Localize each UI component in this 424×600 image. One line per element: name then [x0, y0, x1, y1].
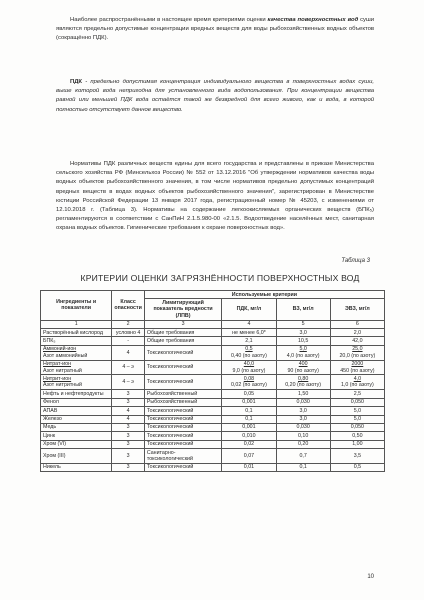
cell-pdk — [222, 329, 276, 337]
cell-hazard-class-value: - — [127, 337, 129, 344]
table-row — [41, 407, 385, 415]
cell-ingredient-value: Хром (VI) — [43, 441, 67, 448]
cell-lpv — [144, 390, 221, 398]
cell-vz — [276, 345, 330, 360]
table-row — [41, 440, 385, 448]
cell-evz-value: 0,50 — [352, 432, 363, 439]
cell-pdk-value: 0,01 — [243, 464, 255, 471]
cell-vz-value: 0,7 — [299, 452, 307, 459]
cell-lpv — [144, 407, 221, 415]
cell-pdk — [222, 337, 276, 345]
cell-evz-value: 42,0 — [352, 337, 363, 344]
cell-vz-value: 3,0 — [299, 416, 307, 422]
cell-hazard-class — [112, 407, 144, 415]
cell-lpv-value: Токсикологический — [146, 464, 194, 471]
cell-vz — [276, 375, 330, 390]
header-pdk: ПДК, мг/л — [222, 299, 276, 320]
cell-hazard-class — [112, 463, 144, 471]
cell-evz — [330, 407, 384, 415]
cell-ingredient-value: Аммоний-ион — [43, 346, 77, 353]
criteria-table-body — [41, 329, 385, 472]
cell-evz-value: 3,5 — [353, 452, 362, 459]
cell-lpv-value: Токсикологический — [146, 379, 194, 386]
emphasis-term: качества поверхностных вод — [267, 17, 359, 23]
cell-pdk-secondary: 0,02 (по азоту) — [231, 382, 267, 389]
cell-ingredient — [41, 423, 112, 431]
cell-lpv — [144, 360, 221, 375]
cell-pdk-secondary: 9,0 (по азоту) — [232, 367, 266, 374]
cell-ingredient — [41, 337, 112, 345]
cell-hazard-class — [112, 449, 144, 464]
cell-lpv — [144, 337, 221, 345]
cell-pdk-value: 0,02 — [243, 441, 255, 448]
cell-hazard-class-value: 4 – э — [122, 364, 134, 371]
cell-evz — [330, 415, 384, 423]
cell-evz-value: 2000 — [351, 361, 364, 368]
cell-pdk — [222, 463, 276, 471]
cell-hazard-class — [112, 415, 144, 423]
cell-vz-value: 10,5 — [297, 337, 309, 344]
cell-ingredient-value: Нитрат-ион — [43, 361, 72, 368]
cell-lpv — [144, 345, 221, 360]
cell-pdk — [222, 345, 276, 360]
cell-ingredient-value: АПАВ — [43, 407, 58, 414]
cell-evz-value: 4,0 — [353, 375, 362, 382]
cell-lpv-value: Общие требования — [146, 337, 195, 344]
cell-ingredient — [41, 360, 112, 375]
cell-evz-secondary: 450 (по азоту) — [340, 367, 375, 374]
table-row — [41, 329, 385, 337]
cell-lpv — [144, 398, 221, 406]
table-row — [41, 463, 385, 471]
cell-ingredient-value: Медь — [43, 424, 57, 431]
cell-hazard-class-value: 4 – э — [122, 379, 134, 386]
cell-hazard-class — [112, 345, 144, 360]
cell-evz — [330, 463, 384, 471]
column-number: 2 — [112, 320, 144, 328]
cell-pdk — [222, 407, 276, 415]
cell-vz-value: 0,20 — [297, 441, 309, 448]
cell-vz-value: 0,1 — [299, 464, 307, 471]
column-number: 1 — [41, 320, 112, 328]
cell-vz-value: 400 — [298, 361, 308, 368]
cell-evz-value: 0,5 — [353, 464, 362, 471]
header-ingredients: Ингредиенты и показатели — [41, 291, 112, 321]
cell-vz — [276, 407, 330, 415]
cell-lpv — [144, 432, 221, 440]
cell-ingredient — [41, 375, 112, 390]
cell-vz — [276, 329, 330, 337]
cell-lpv-value: Рыбохозяйственный — [146, 390, 198, 397]
cell-ingredient-secondary: Азот аммонийный — [43, 352, 88, 359]
cell-hazard-class — [112, 329, 144, 337]
table-row — [41, 375, 385, 390]
table-row — [41, 432, 385, 440]
cell-pdk — [222, 375, 276, 390]
cell-lpv-value: Токсикологический — [146, 432, 194, 439]
cell-ingredient — [41, 432, 112, 440]
criteria-table — [40, 290, 385, 472]
cell-ingredient-value: Растворённый кислород — [43, 329, 103, 336]
column-number: 6 — [330, 320, 384, 328]
cell-lpv-value: Общие требования — [146, 329, 195, 336]
definition-term: ПДК — [70, 79, 83, 85]
cell-lpv — [144, 423, 221, 431]
paragraph-definition — [56, 78, 374, 115]
cell-hazard-class — [112, 423, 144, 431]
table-row — [41, 337, 385, 345]
cell-ingredient — [41, 449, 112, 464]
cell-pdk-value: 0,5 — [245, 346, 253, 353]
cell-ingredient-value: Цинк — [43, 432, 56, 439]
cell-pdk-value: 0,07 — [243, 452, 255, 459]
paragraph-regulation: Нормативы ПДК различных веществ едины для всего государства и представлены в приказе Министерства сельского хозяйства РФ (Минсельхоз России) № 552 от 13.12.2016 "Об утверждении нормативов качества воды водных объектов рыбохозяйственного значения, в том числе нормативов предельно допустимых концентраций вредных веществ в водах водных объектов рыбохозяйственного значения", зарегистрирован в Министерстве юстиции Российской Федерации 13 января 2017 года, регистрационный номер № 45203, с изменениями от 12.10.2018 г. (Таблица 3). Нормативы на содержание легкоокисляемых органических веществ (БПК₅) регламентируются в соответствии с СанПиН 2.1.5.980-00 «2.1.5. Водоотведение населённых мест, санитарная охрана водных объектов. Гигиенические требования к охране поверхностных вод». — [56, 161, 374, 232]
cell-vz-value: 0,10 — [297, 432, 309, 439]
cell-hazard-class-value: 3 — [126, 399, 130, 406]
table-row — [41, 360, 385, 375]
table-row — [41, 390, 385, 398]
cell-evz-value: 2,0 — [353, 329, 362, 336]
cell-ingredient — [41, 390, 112, 398]
cell-pdk — [222, 440, 276, 448]
cell-hazard-class-value: 3 — [126, 424, 130, 431]
cell-vz-value: 1,50 — [297, 390, 309, 397]
cell-lpv — [144, 415, 221, 423]
table-row — [41, 398, 385, 406]
table-row — [41, 415, 385, 423]
cell-pdk — [222, 415, 276, 423]
cell-evz — [330, 423, 384, 431]
cell-pdk — [222, 398, 276, 406]
cell-vz — [276, 432, 330, 440]
cell-evz-secondary: 1,0 (по азоту) — [340, 382, 374, 389]
cell-lpv-value: Токсикологический — [146, 407, 194, 414]
cell-vz — [276, 390, 330, 398]
cell-pdk — [222, 390, 276, 398]
cell-evz-value: 5,0 — [353, 416, 362, 422]
cell-ingredient-value: Хром (III) — [43, 452, 66, 459]
cell-vz — [276, 440, 330, 448]
cell-pdk — [222, 360, 276, 375]
cell-vz — [276, 449, 330, 464]
cell-vz — [276, 415, 330, 423]
cell-ingredient-value: Фенол — [43, 399, 59, 406]
cell-vz — [276, 360, 330, 375]
cell-ingredient-value: Нитрит-ион — [43, 375, 72, 382]
cell-lpv — [144, 449, 221, 464]
cell-lpv-value: Токсикологический — [146, 364, 194, 371]
cell-hazard-class — [112, 360, 144, 375]
cell-evz — [330, 345, 384, 360]
header-hazard-class: Класс опасности — [112, 291, 144, 321]
cell-hazard-class — [112, 390, 144, 398]
paragraph-intro — [56, 16, 374, 44]
cell-evz-value: 1,00 — [352, 441, 363, 448]
cell-lpv-value: Токсикологический — [146, 349, 194, 356]
cell-hazard-class-value: 3 — [126, 452, 130, 459]
cell-lpv — [144, 375, 221, 390]
cell-pdk-value: 2,1 — [245, 337, 253, 344]
cell-evz — [330, 360, 384, 375]
cell-pdk-secondary: 0,40 (по азоту) — [231, 352, 267, 359]
cell-vz-secondary: 4,0 (по азоту) — [286, 352, 320, 359]
cell-hazard-class — [112, 375, 144, 390]
cell-evz-value: 2,5 — [353, 390, 362, 397]
table-label: Таблица 3 — [341, 258, 370, 264]
cell-hazard-class — [112, 432, 144, 440]
column-number: 3 — [144, 320, 221, 328]
cell-vz — [276, 423, 330, 431]
text-run: суши являются предельно допустимые концентрации вредных веществ для воды рыбохозяйственных водных объектов (сокращённо ПДК). — [56, 17, 375, 42]
table-row — [41, 449, 385, 464]
cell-evz-secondary: 20,0 (по азоту) — [339, 352, 376, 359]
header-lpv: Лимитирующий показатель вредности (ЛПВ) — [144, 299, 221, 320]
cell-pdk-value: 0,010 — [242, 432, 256, 439]
section-title: КРИТЕРИИ ОЦЕНКИ ЗАГРЯЗНЁННОСТИ ПОВЕРХНОСТНЫХ ВОД — [80, 273, 360, 283]
cell-lpv-value: Токсикологический — [146, 416, 194, 422]
cell-hazard-class-value: 3 — [126, 432, 130, 439]
cell-ingredient-value: Железо — [43, 416, 62, 422]
cell-pdk-value: 0,001 — [242, 399, 256, 406]
cell-evz — [330, 375, 384, 390]
cell-hazard-class-value: 4 — [126, 407, 130, 414]
cell-ingredient — [41, 463, 112, 471]
cell-hazard-class-value: 3 — [126, 390, 130, 397]
cell-pdk — [222, 432, 276, 440]
cell-lpv — [144, 329, 221, 337]
cell-evz — [330, 398, 384, 406]
cell-lpv-value: Рыбохозяйственный — [146, 399, 198, 406]
cell-pdk — [222, 449, 276, 464]
cell-vz-value: 0,030 — [296, 424, 310, 431]
cell-ingredient-secondary: Азот нитритный — [43, 382, 82, 389]
table-row — [41, 423, 385, 431]
cell-hazard-class-value: 4 — [126, 416, 130, 422]
cell-hazard-class — [112, 398, 144, 406]
cell-pdk-value: 0,1 — [245, 416, 253, 422]
cell-pdk — [222, 423, 276, 431]
cell-pdk-value: 0,1 — [245, 407, 253, 414]
cell-vz-value: 3,0 — [299, 407, 307, 414]
cell-evz — [330, 329, 384, 337]
cell-evz-value: 0,050 — [350, 424, 364, 431]
cell-hazard-class — [112, 337, 144, 345]
cell-vz-value: 0,80 — [297, 375, 309, 382]
cell-ingredient-value: Нефть и нефтепродукты — [43, 390, 104, 397]
cell-vz — [276, 463, 330, 471]
cell-lpv — [144, 440, 221, 448]
cell-vz — [276, 398, 330, 406]
cell-ingredient — [41, 398, 112, 406]
cell-evz — [330, 432, 384, 440]
cell-pdk-value: 0,001 — [242, 424, 256, 431]
cell-vz — [276, 337, 330, 345]
cell-ingredient-value: Никель — [43, 464, 61, 471]
cell-pdk-value: не менее 6,0* — [232, 329, 266, 336]
cell-evz-value: 0,050 — [350, 399, 364, 406]
cell-lpv-value: Токсикологический — [146, 424, 194, 431]
cell-evz-value: 5,0 — [353, 407, 362, 414]
cell-hazard-class-value: 3 — [126, 441, 130, 448]
cell-evz — [330, 449, 384, 464]
cell-pdk-value: 0,05 — [243, 390, 255, 397]
cell-ingredient-value: БПК₅ — [43, 337, 56, 344]
cell-evz — [330, 390, 384, 398]
cell-ingredient — [41, 415, 112, 423]
cell-evz-value: 25,0 — [352, 346, 363, 353]
cell-hazard-class-value: 3 — [126, 464, 130, 471]
cell-vz-secondary: 0,20 (по азоту) — [285, 382, 322, 389]
cell-ingredient — [41, 440, 112, 448]
header-evz: ЭВЗ, мг/л — [330, 299, 384, 320]
cell-vz-secondary: 90 (по азоту) — [287, 367, 319, 374]
cell-hazard-class-value: 4 — [126, 349, 130, 356]
cell-lpv-value: Санитарно-токсикологический — [146, 449, 193, 463]
header-vz: ВЗ, мг/л — [276, 299, 330, 320]
table-row — [41, 345, 385, 360]
cell-pdk-value: 40,0 — [243, 361, 255, 368]
text-run: Наиболее распространёнными в настоящее время критериями оценки — [70, 17, 268, 23]
cell-ingredient-secondary: Азот нитратный — [43, 367, 82, 374]
cell-ingredient — [41, 329, 112, 337]
definition-text: - предельно допустимая концентрация индивидуального вещества в поверхностных водах суши, выше которой вода непригодна для установленного вида водопользования. При концентрации вещества равной или меньшей ПДК вода остаётся такой же безвредной для всего живого, как и вода, в которой полностью отсутствует данное вещество. — [56, 79, 374, 113]
cell-lpv-value: Токсикологический — [146, 441, 194, 448]
cell-evz — [330, 440, 384, 448]
column-number-row — [41, 320, 385, 328]
cell-pdk-value: 0,08 — [243, 375, 255, 382]
cell-lpv — [144, 463, 221, 471]
header-used-criteria: Используемые критерии — [144, 291, 384, 299]
cell-ingredient — [41, 345, 112, 360]
page-number: 10 — [367, 574, 374, 580]
cell-hazard-class-value: условно 4 — [115, 329, 141, 336]
cell-vz-value: 3,0 — [299, 329, 307, 336]
column-number: 4 — [222, 320, 276, 328]
cell-hazard-class — [112, 440, 144, 448]
cell-vz-value: 5,0 — [299, 346, 307, 353]
column-number: 5 — [276, 320, 330, 328]
cell-evz — [330, 337, 384, 345]
cell-vz-value: 0,030 — [296, 399, 310, 406]
cell-ingredient — [41, 407, 112, 415]
